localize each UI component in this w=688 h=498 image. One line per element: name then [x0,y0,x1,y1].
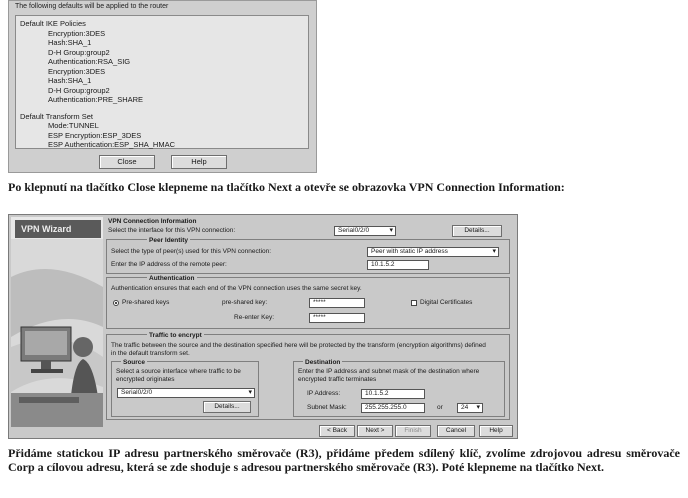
peer-identity-heading: Peer Identity [149,237,189,244]
peer-type-label: Select the type of peer(s) used for this VPN connection: [111,248,272,255]
defaults-dialog-screenshot [8,0,317,173]
source-interface-select[interactable]: Serial0/2/0 ▾ [117,388,255,398]
destination-heading: Destination [305,359,341,366]
close-button[interactable]: Close [99,155,155,169]
destination-desc: Enter the IP address and subnet mask of the destination where encrypted traffic terminates [298,368,480,383]
destination-bits-select[interactable]: 24 ▾ [457,403,483,413]
peer-ip-label: Enter the IP address of the remote peer: [111,261,227,268]
wizard-title: VPN Wizard [15,220,101,238]
vpn-info-heading: VPN Connection Information [108,218,197,225]
defaults-line: Encryption:3DES [48,28,106,38]
peer-ip-input[interactable]: 10.1.5.2 [367,260,429,270]
digital-certificates-label: Digital Certificates [420,299,473,306]
psk-label: pre-shared key: [222,299,268,306]
traffic-desc: The traffic between the source and the destination specified here will be protected by the transform (encryption algorithms) defined in the default transform set. [111,342,486,357]
defaults-list [15,15,309,149]
reenter-key-label: Re-enter Key: [234,314,275,321]
peer-type-select[interactable]: Peer with static IP address ▾ [367,247,499,257]
destination-mask-input[interactable]: 255.255.255.0 [361,403,425,413]
defaults-header: The following defaults will be applied to the router [15,3,169,10]
authentication-heading: Authentication [149,275,195,282]
defaults-line: ESP Authentication:ESP_SHA_HMAC [48,140,176,149]
defaults-line: Default IKE Policies [20,19,86,28]
defaults-spacer [20,105,304,112]
defaults-line: D-H Group:group2 [48,47,110,57]
psk-radio[interactable] [113,300,119,306]
defaults-line: Hash:SHA_1 [48,38,92,47]
defaults-line: Hash:SHA_1 [48,76,92,85]
destination-ip-input[interactable]: 10.1.5.2 [361,389,425,399]
source-desc: Select a source interface where traffic to be encrypted originates [116,368,241,383]
wizard-illustration [11,217,103,427]
vpn-wizard-window [8,214,518,439]
interface-select[interactable]: Serial0/2/0 ▾ [334,226,396,236]
wizard-help-button[interactable]: Help [479,425,513,437]
defaults-line: Authentication:PRE_SHARE [48,95,144,104]
help-button[interactable]: Help [171,155,227,169]
defaults-line: Authentication:RSA_SIG [48,57,131,66]
traffic-heading: Traffic to encrypt [149,332,202,339]
cancel-button[interactable]: Cancel [437,425,475,437]
finish-button[interactable]: Finish [395,425,431,437]
defaults-line: Default Transform Set [20,111,93,121]
source-heading: Source [123,359,146,366]
defaults-line: Encryption:3DES [48,66,106,76]
defaults-line: D-H Group:group2 [48,85,110,95]
interface-label: Select the interface for this VPN connection: [108,227,236,234]
caption-static-ip: Přidáme statickou IP adresu partnerského směrovače (R3), přidáme předem sdílený klíč, zvolíme zdrojovou adresu směrovače Corp a cílovou adresu, která se zde shoduje s adresou partnerského směrovače (R3). Poté klepneme na tlačítko Next. [8,446,680,474]
digital-certificates-checkbox[interactable] [411,300,417,306]
destination-or-label: or [437,404,443,411]
destination-ip-label: IP Address: [307,390,341,397]
destination-mask-label: Subnet Mask: [307,404,347,411]
source-details-button[interactable]: Details... [203,401,251,413]
defaults-line: ESP Encryption:ESP_3DES [48,130,142,140]
interface-details-button[interactable]: Details... [452,225,502,237]
back-button[interactable]: < Back [319,425,355,437]
psk-radio-label: Pre-shared keys [122,299,170,306]
wizard-sidebar [11,217,103,427]
next-button[interactable]: Next > [357,425,393,437]
reenter-key-input[interactable]: ***** [309,313,365,323]
authentication-desc: Authentication ensures that each end of the VPN connection uses the same secret key. [111,285,362,292]
caption-close-next: Po klepnutí na tlačítko Close klepneme na tlačítko Next a otevře se obrazovka VPN Connection Information: [8,180,565,194]
psk-input[interactable]: ***** [309,298,365,308]
defaults-line: Mode:TUNNEL [48,121,99,130]
